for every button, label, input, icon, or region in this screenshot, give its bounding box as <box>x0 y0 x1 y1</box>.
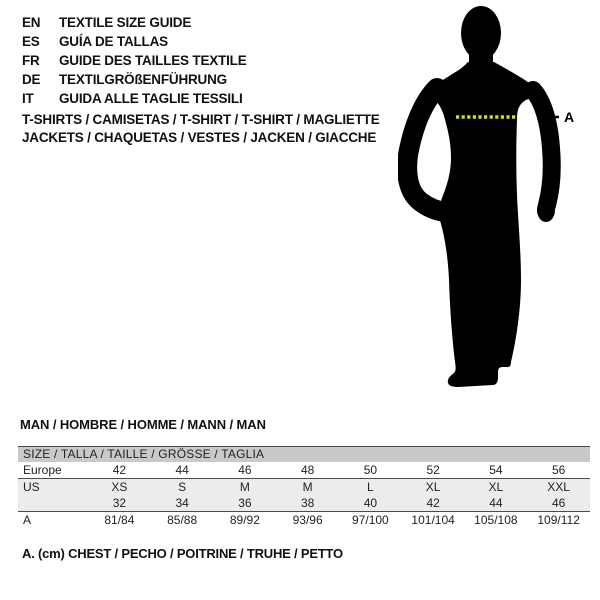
language-label: GUÍA DE TALLAS <box>59 34 168 49</box>
table-cell: 93/96 <box>292 513 323 527</box>
category-line: T-SHIRTS / CAMISETAS / T-SHIRT / T-SHIRT / MAGLIETTE <box>22 112 380 127</box>
row-label: A <box>23 513 32 527</box>
table-cell: 38 <box>300 496 315 510</box>
table-cell: 36 <box>238 496 252 510</box>
language-label: GUIDE DES TAILLES TEXTILE <box>59 53 247 68</box>
size-table <box>18 446 590 528</box>
table-cell: 48 <box>300 463 315 477</box>
table-header-bar: SIZE / TALLA / TAILLE / GRÖSSE / TAGLIA <box>18 447 590 462</box>
table-row <box>18 479 590 495</box>
table-cell: 46 <box>238 463 252 477</box>
table-cell: 40 <box>363 496 378 510</box>
category-lines <box>22 111 380 147</box>
table-cell: 52 <box>426 463 440 477</box>
language-code: FR <box>22 53 40 68</box>
table-cell: 34 <box>175 496 189 510</box>
row-label: US <box>23 480 40 494</box>
language-label: TEXTILGRÖßENFÜHRUNG <box>59 72 227 87</box>
row-label: Europe <box>23 463 62 477</box>
table-row <box>18 462 590 479</box>
table-cell: 85/88 <box>167 513 198 527</box>
table-cell: M <box>239 480 250 494</box>
language-code: DE <box>22 72 41 87</box>
language-label: TEXTILE SIZE GUIDE <box>59 15 192 30</box>
table-row <box>18 511 590 528</box>
table-cell: 50 <box>363 463 378 477</box>
table-cell: XL <box>488 480 504 494</box>
language-row <box>22 70 247 89</box>
table-cell: M <box>302 480 313 494</box>
measure-label-a: A <box>564 109 575 125</box>
language-list <box>22 13 247 108</box>
table-cell: 56 <box>551 463 566 477</box>
table-cell: S <box>178 480 187 494</box>
table-cell: 101/104 <box>411 513 455 527</box>
table-cell: 109/112 <box>537 513 580 527</box>
silhouette-left-arm <box>407 88 445 212</box>
table-cell: XS <box>111 480 128 494</box>
table-cell: 97/100 <box>352 513 389 527</box>
language-row <box>22 89 247 108</box>
man-silhouette-figure <box>398 0 592 400</box>
table-cell: 44 <box>175 463 189 477</box>
language-row <box>22 13 247 32</box>
section-heading: MAN / HOMBRE / HOMME / MANN / MAN <box>20 417 266 432</box>
table-cell: 42 <box>426 496 440 510</box>
table-cell: XL <box>425 480 441 494</box>
measurement-footnote: A. (cm) CHEST / PECHO / POITRINE / TRUHE / PETTO <box>22 546 343 561</box>
table-cell: 44 <box>489 496 503 510</box>
category-line: JACKETS / CHAQUETAS / VESTES / JACKEN / GIACCHE <box>22 130 377 145</box>
table-cell: 105/108 <box>474 513 518 527</box>
language-row <box>22 32 247 51</box>
table-cell: L <box>367 480 374 494</box>
language-label: GUIDA ALLE TAGLIE TESSILI <box>59 91 243 106</box>
language-code: EN <box>22 15 41 30</box>
silhouette-right-hand <box>537 198 555 222</box>
table-cell: 81/84 <box>104 513 135 527</box>
silhouette-right-arm <box>533 90 552 205</box>
table-cell: 54 <box>489 463 503 477</box>
table-cell: XXL <box>547 480 570 494</box>
language-code: IT <box>22 91 34 106</box>
table-cell: 42 <box>112 463 127 477</box>
language-row <box>22 51 247 70</box>
table-body <box>18 462 590 528</box>
table-cell: 89/92 <box>229 513 260 527</box>
silhouette-body <box>429 62 541 387</box>
table-cell: 46 <box>551 496 566 510</box>
language-code: ES <box>22 34 40 49</box>
row-label <box>18 495 88 511</box>
table-row <box>18 495 590 511</box>
table-cell: 32 <box>112 496 127 510</box>
